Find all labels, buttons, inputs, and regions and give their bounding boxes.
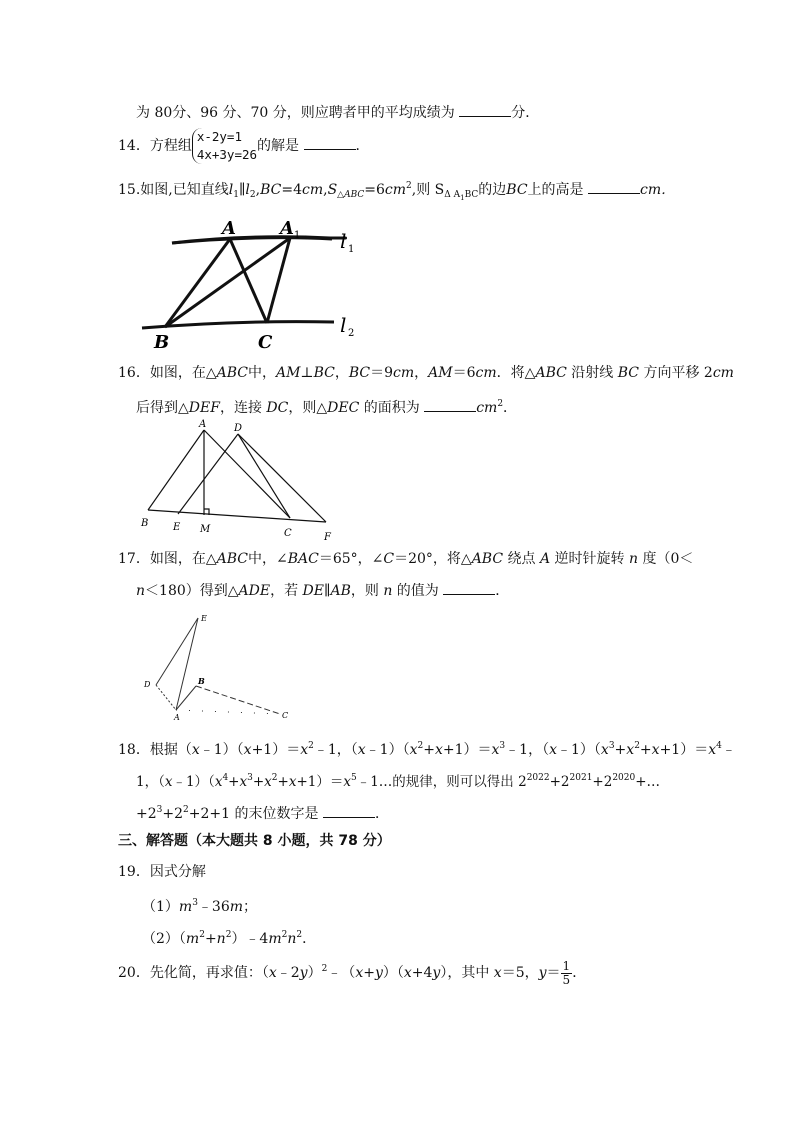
label-A: A (222, 218, 236, 239)
label-B: B (154, 332, 170, 353)
label-l1: l (340, 229, 347, 253)
fraction: $\frac{1}{5}$ (562, 958, 571, 987)
label-M: M (200, 524, 211, 535)
label-E: E (173, 522, 181, 533)
label-D: D (234, 423, 243, 434)
question-19-part-2: $(2)(m^2+n^2)﹣4m^2n^2$． (142, 930, 317, 947)
figure-15 (130, 210, 380, 358)
question-16-line-1: 16．如图，在△ABC中，AM⊥BC，BC＝9cm，AM＝6cm．将△ABC 沿射线 BC 方向平移 2cm (118, 365, 734, 381)
label-E: E (201, 614, 207, 623)
figure-16 (136, 418, 346, 542)
answer-blank (588, 179, 640, 194)
label-l1-sub: 1 (348, 244, 355, 255)
question-18-line-1: 18．根据$(x﹣1)(x+1)=x^2﹣1$，$(x﹣1)(x^2+x+1)=x^3﹣1$，$(x﹣1)(x^3+x^2+x+1)=x^4﹣$ (118, 741, 736, 758)
figure-17 (138, 610, 298, 722)
section-heading: 三、解答题（本大题共 8 小题，共 78 分） (118, 833, 391, 849)
label-A1-sub: 1 (294, 230, 301, 241)
question-17-line-2: n＜180）得到△ADE，若 DE∥AB，则 n 的值为 ． (136, 580, 509, 601)
label-A: A (174, 713, 180, 722)
label-A1: A (280, 218, 294, 239)
question-16-line-2: 后得到△DEF，连接 DC，则△DEC 的面积为 $cm^2$． (136, 399, 518, 416)
label-C: C (284, 528, 292, 539)
label-B: B (141, 518, 149, 529)
answer-blank (323, 803, 375, 818)
label-C: C (258, 332, 273, 353)
question-18-line-2: 1，$(x﹣1)(x^4+x^3+x^2+x+1)=x^5﹣1\dots$的规律，则可以得出 $2^{2022}+2^{2021}+2^{2020}+\dots$ (136, 773, 661, 790)
question-19-title: 19．因式分解 (118, 864, 206, 880)
label-l2-sub: 2 (348, 328, 355, 339)
question-14: 14．方程组 x-2y=1 4x+3y=26 的解是 ． (118, 129, 370, 162)
q13-tail: 为 80分、96 分、70 分，则应聘者甲的平均成绩为 分． (136, 102, 539, 123)
answer-blank (304, 135, 356, 150)
label-F: F (324, 532, 331, 543)
answer-blank (424, 397, 476, 412)
label-B: B (198, 676, 205, 686)
equation-system: x-2y=1 4x+3y=26 (192, 128, 257, 164)
question-19-part-1: $(1)m^3﹣36m$； (142, 898, 258, 915)
label-l2: l (340, 313, 347, 337)
question-20: 20．先化简，再求值：（x﹣2y）$^2$﹣（x+y）（x+4y），其中 x＝5，y＝ $\frac{1}{5}$ ． (118, 958, 587, 987)
label-C: C (282, 711, 289, 720)
answer-blank (459, 102, 511, 117)
label-D: D (144, 680, 151, 689)
question-15: 15.如图,已知直线$l_1\parallel l_2,BC=4cm,S_{\triangle ABC}=6cm^2$,则 $S_{\Delta A1BC}$的边BC上的高是 cm． (118, 181, 676, 202)
answer-blank (443, 580, 495, 595)
label-A: A (199, 419, 207, 430)
question-18-line-3: $+2^3+2^2+2+1$ 的末位数字是 ． (136, 805, 389, 822)
question-17-line-1: 17．如图，在△ABC中，∠BAC＝65°，∠C＝20°，将△ABC 绕点 A 逆时针旋转 n 度（0＜ (118, 551, 694, 567)
